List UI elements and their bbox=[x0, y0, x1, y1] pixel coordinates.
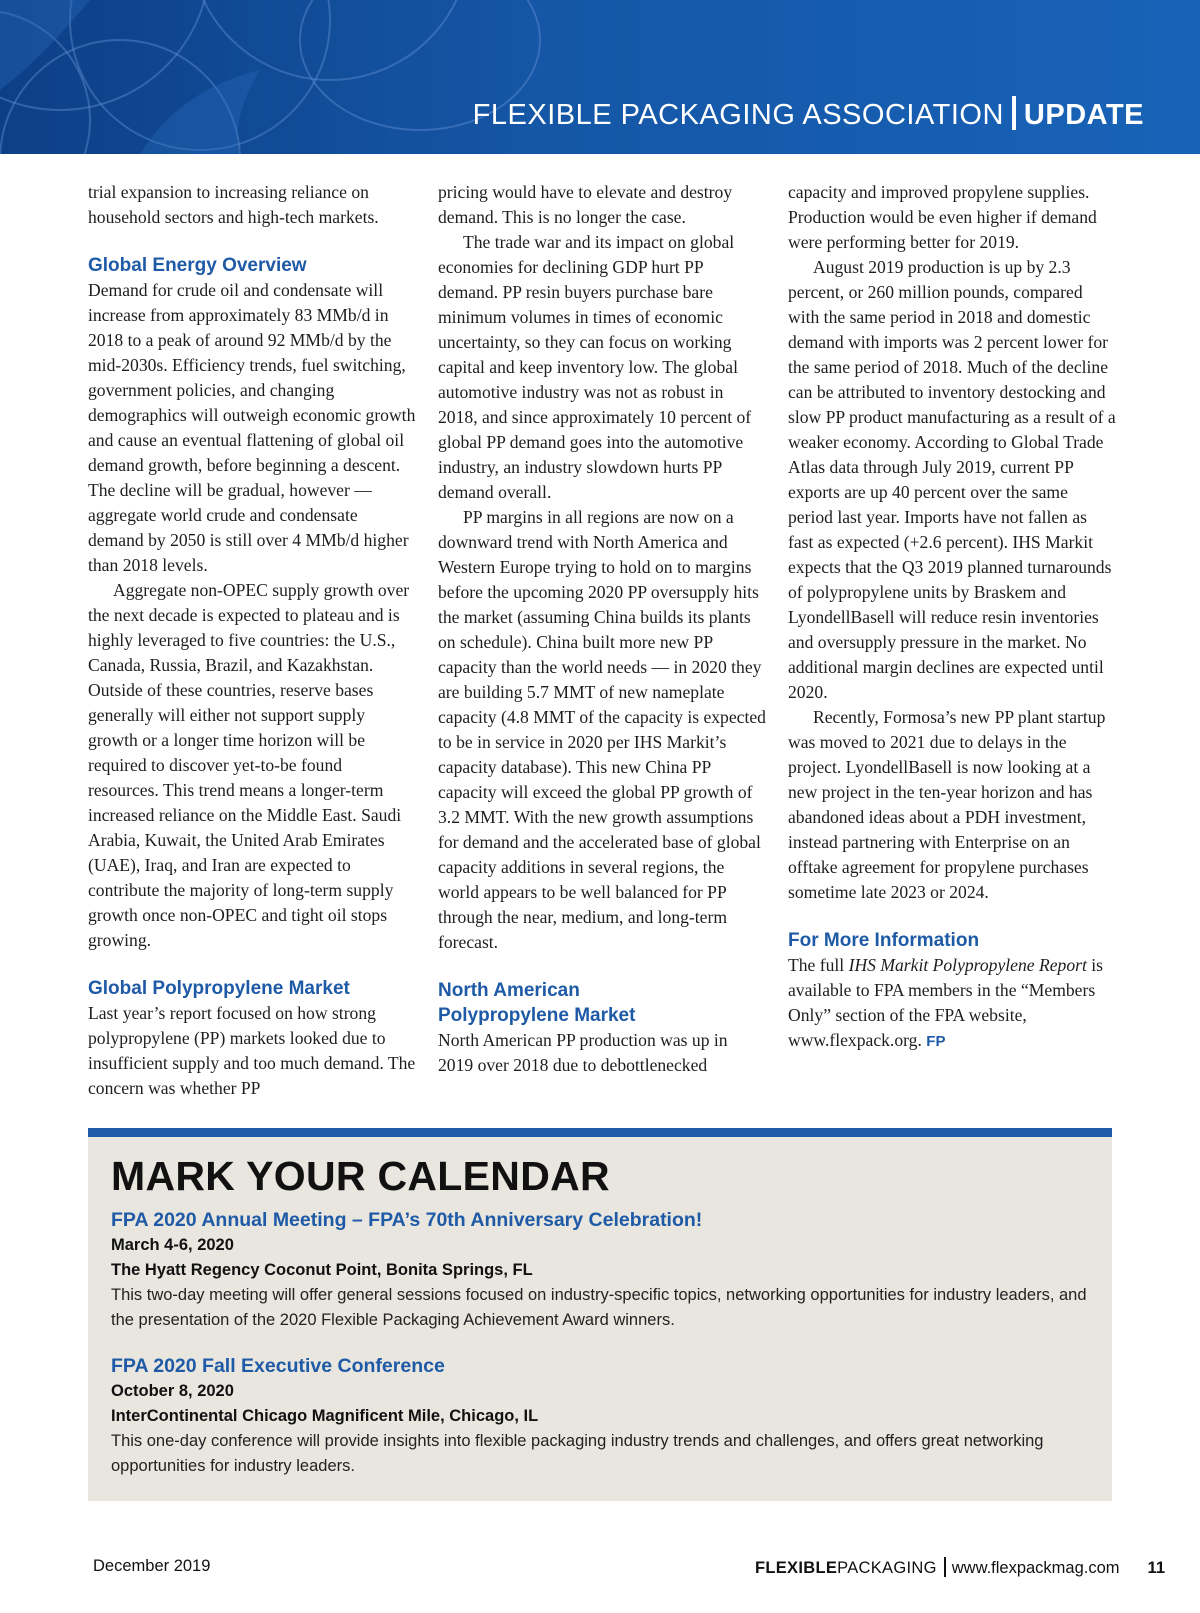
fp-end-mark: FP bbox=[926, 1033, 946, 1050]
page-number: 11 bbox=[1147, 1559, 1165, 1577]
issue-date: December 2019 bbox=[93, 1557, 211, 1575]
col3-paragraph-3: Recently, Formosa’s new PP plant startup was moved to 2021 due to delays in the project. LyondellBasell is now looking at a new project in the ten-year horizon and has abandoned ideas about a PDH investment, instead partnering with Enterprise on an offtake agreement for propylene purchases sometime late 2023 or 2024. bbox=[788, 707, 1106, 902]
event-description: This two-day meeting will offer general sessions focused on industry-specific topics, networking opportunities for industry leaders, and the presentation of the 2020 Flexible Packaging Achievement Award winners. bbox=[111, 1286, 1087, 1329]
heading-na-line-2: Polypropylene Market bbox=[438, 1005, 636, 1026]
col2-paragraph-4: North American PP production was up in 2019 over 2018 due to debottlenecked bbox=[438, 1030, 728, 1075]
header-title bbox=[473, 96, 1144, 132]
heading-north-american-polypropylene-market bbox=[438, 978, 766, 1028]
header-title-update: UPDATE bbox=[1023, 99, 1144, 131]
heading-na-line-1: North American bbox=[438, 980, 580, 1001]
col1-paragraph-3: Aggregate non-OPEC supply growth over the next decade is expected to plateau and is highly leveraged to five countries: the U.S., Canada, Russia, Brazil, and Kazakhstan. Outside of these countries, reserve bases generally will either not support supply growth or a longer time horizon will be required to discover yet-to-be found resources. This trend means a longer-term increased reliance on the Middle East. Saudi Arabia, Kuwait, the United Arab Emirates (UAE), Iraq, and Iran are expected to contribute the majority of long-term supply growth once non-OPEC and tight oil stops growing. bbox=[88, 580, 410, 950]
calendar-title: MARK YOUR CALENDAR bbox=[111, 1153, 610, 1199]
header-title-main: FLEXIBLE PACKAGING ASSOCIATION bbox=[472, 99, 1004, 131]
event-date: October 8, 2020 bbox=[111, 1382, 234, 1400]
heading-global-energy-overview: Global Energy Overview bbox=[88, 255, 307, 276]
col1-paragraph-1: trial expansion to increasing reliance on household sectors and high-tech markets. bbox=[88, 182, 379, 227]
event-name: FPA 2020 Annual Meeting – FPA’s 70th Anniversary Celebration! bbox=[111, 1209, 703, 1231]
brand-packaging: PACKAGING bbox=[837, 1559, 937, 1577]
col3-paragraph-2: August 2019 production is up by 2.3 percent, or 260 million pounds, compared with the same period in 2018 and domestic demand with imports was 2 percent lower for the same period of 2018. Much of the decline can be attributed to inventory destocking and slow PP product manufacturing as a result of a weaker economy. According to Global Trade Atlas data through July 2019, current PP exports are up 40 percent over the same period last year. Imports have not fallen as fast as expected (+2.6 percent). IHS Markit expects that the Q3 2019 planned turnarounds of polypropylene units by Braskem and LyondellBasell will reduce resin inventories and oversupply pressure in the market. No additional margin declines are expected until 2020. bbox=[788, 257, 1116, 702]
event-description: This one-day conference will provide insights into flexible packaging industry trends and challenges, and offers great networking opportunities for industry leaders. bbox=[111, 1432, 1044, 1475]
article-column-3 bbox=[788, 180, 1116, 1054]
article-column-1 bbox=[88, 180, 416, 1101]
heading-for-more-information: For More Information bbox=[788, 930, 980, 951]
footer-right bbox=[755, 1557, 1165, 1578]
calendar-event bbox=[111, 1207, 1089, 1333]
col3-paragraph-4 bbox=[788, 953, 1116, 1054]
col3-paragraph-1: capacity and improved propylene supplies. Production would be even higher if demand were performing better for 2019. bbox=[788, 182, 1097, 252]
footer-separator bbox=[944, 1557, 946, 1577]
col3-p4-post: is available to FPA members in the “Members Only” section of the FPA website, www.flexpack.org. bbox=[788, 955, 1103, 1050]
event-name: FPA 2020 Fall Executive Conference bbox=[111, 1355, 445, 1377]
header-title-separator bbox=[1012, 96, 1016, 130]
col3-p4-pre: The full bbox=[788, 955, 849, 975]
page-header bbox=[0, 0, 1200, 154]
col1-paragraph-4: Last year’s report focused on how strong polypropylene (PP) markets looked due to insufficient supply and too much demand. The concern was whether PP bbox=[88, 1003, 416, 1098]
heading-global-polypropylene-market: Global Polypropylene Market bbox=[88, 978, 350, 999]
mark-your-calendar-box bbox=[88, 1128, 1112, 1501]
page-footer bbox=[93, 1553, 1165, 1583]
magazine-url: www.flexpackmag.com bbox=[951, 1559, 1120, 1577]
report-title: IHS Markit Polypropylene Report bbox=[848, 955, 1087, 975]
article-column-2 bbox=[438, 180, 766, 1078]
brand-flexible: FLEXIBLE bbox=[754, 1559, 838, 1577]
col2-paragraph-1: pricing would have to elevate and destroy demand. This is no longer the case. bbox=[438, 182, 733, 227]
calendar-event bbox=[111, 1353, 1089, 1479]
col1-paragraph-2: Demand for crude oil and condensate will increase from approximately 83 MMb/d in 2018 to a peak of around 92 MMb/d by the mid-2030s. Efficiency trends, fuel switching, government policies, and changing demographics will outweigh economic growth and cause an eventual flattening of global oil demand growth, before beginning a descent. The decline will be gradual, however — aggregate world crude and condensate demand by 2050 is still over 4 MMb/d higher than 2018 levels. bbox=[88, 280, 416, 575]
col2-paragraph-3: PP margins in all regions are now on a downward trend with North America and Western Europe trying to hold on to margins before the upcoming 2020 PP oversupply hits the market (assuming China builds its plants on schedule). China built more new PP capacity than the world needs — in 2020 they are building 5.7 MMT of new nameplate capacity (4.8 MMT of the capacity is expected to be in service in 2020 per IHS Markit’s capacity database). This new China PP capacity will exceed the global PP growth of 3.2 MMT. With the new growth assumptions for demand and the accelerated base of global capacity additions in several regions, the world appears to be well balanced for PP through the near, medium, and long-term forecast. bbox=[438, 507, 766, 952]
col2-paragraph-2: The trade war and its impact on global economies for declining GDP hurt PP demand. PP resin buyers purchase bare minimum volumes in times of economic uncertainty, so they can focus on working capital and keep inventory low. The global automotive industry was not as robust in 2018, and since approximately 10 percent of global PP demand goes into the automotive industry, an industry slowdown hurts PP demand overall. bbox=[438, 232, 752, 502]
event-venue: The Hyatt Regency Coconut Point, Bonita Springs, FL bbox=[111, 1261, 533, 1279]
event-date: March 4-6, 2020 bbox=[111, 1236, 234, 1254]
event-venue: InterContinental Chicago Magnificent Mile, Chicago, IL bbox=[111, 1407, 539, 1425]
